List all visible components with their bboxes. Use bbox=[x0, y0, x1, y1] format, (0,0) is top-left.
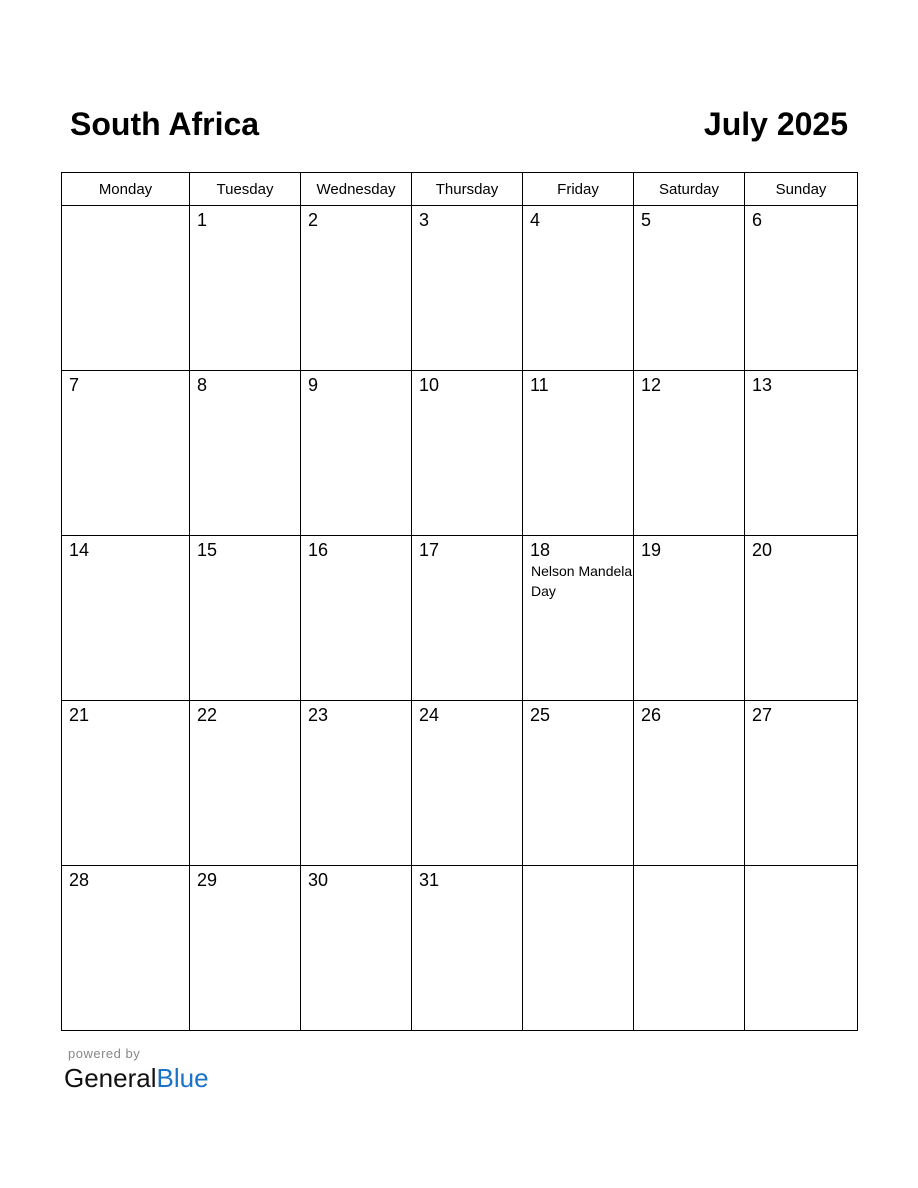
day-number: 18 bbox=[530, 540, 551, 560]
day-number: 25 bbox=[530, 705, 551, 725]
day-number: 19 bbox=[641, 540, 662, 560]
day-number: 5 bbox=[641, 210, 652, 230]
weekday-header-row bbox=[62, 173, 858, 206]
weekday-friday: Friday bbox=[523, 173, 634, 206]
brand-logo bbox=[64, 1063, 209, 1093]
powered-by-text: powered by bbox=[68, 1046, 141, 1061]
day-cell bbox=[190, 701, 301, 866]
day-cell bbox=[301, 371, 412, 536]
day-cell bbox=[412, 371, 523, 536]
month-year-title: July 2025 bbox=[703, 106, 848, 142]
day-cell bbox=[523, 206, 634, 371]
day-cell bbox=[412, 701, 523, 866]
day-number: 21 bbox=[69, 705, 90, 725]
day-cell bbox=[634, 371, 745, 536]
weekday-wednesday: Wednesday bbox=[301, 173, 412, 206]
day-number: 11 bbox=[530, 375, 549, 395]
day-number: 9 bbox=[308, 375, 319, 395]
day-number: 1 bbox=[197, 210, 208, 230]
day-number: 4 bbox=[530, 210, 541, 230]
day-cell bbox=[745, 701, 858, 866]
brand-general-text: General bbox=[64, 1063, 157, 1093]
day-cell bbox=[412, 866, 523, 1031]
day-number: 29 bbox=[197, 870, 218, 890]
holiday-label: Nelson Mandela Day bbox=[531, 563, 633, 599]
week-row bbox=[62, 866, 858, 1031]
day-cell bbox=[634, 866, 745, 1031]
day-cell bbox=[745, 206, 858, 371]
day-cell bbox=[62, 866, 190, 1031]
day-number: 2 bbox=[308, 210, 319, 230]
footer-branding bbox=[64, 1046, 209, 1093]
weekday-thursday: Thursday bbox=[412, 173, 523, 206]
week-row bbox=[62, 536, 858, 701]
day-number: 10 bbox=[419, 375, 440, 395]
day-cell bbox=[190, 866, 301, 1031]
day-cell bbox=[523, 536, 634, 701]
day-number bbox=[523, 866, 633, 869]
day-number: 7 bbox=[69, 375, 80, 395]
day-cell bbox=[523, 866, 634, 1031]
day-number: 3 bbox=[419, 210, 430, 230]
day-number: 20 bbox=[752, 540, 773, 560]
day-number: 14 bbox=[69, 540, 90, 560]
day-cell bbox=[745, 371, 858, 536]
weekday-monday: Monday bbox=[62, 173, 190, 206]
day-number bbox=[745, 866, 857, 869]
day-cell bbox=[412, 536, 523, 701]
day-cell bbox=[634, 206, 745, 371]
day-cell bbox=[301, 536, 412, 701]
day-cell bbox=[62, 371, 190, 536]
day-cell bbox=[523, 701, 634, 866]
day-cell bbox=[412, 206, 523, 371]
day-number: 22 bbox=[197, 705, 218, 725]
country-title: South Africa bbox=[70, 106, 260, 142]
day-cell bbox=[523, 371, 634, 536]
calendar-header bbox=[70, 100, 848, 150]
brand-blue-text: Blue bbox=[156, 1063, 209, 1093]
week-row bbox=[62, 371, 858, 536]
day-cell bbox=[62, 536, 190, 701]
day-number bbox=[634, 866, 744, 869]
day-number: 30 bbox=[308, 870, 329, 890]
day-number: 24 bbox=[419, 705, 440, 725]
weekday-tuesday: Tuesday bbox=[190, 173, 301, 206]
day-number: 16 bbox=[308, 540, 329, 560]
day-number: 13 bbox=[752, 375, 773, 395]
day-cell bbox=[301, 701, 412, 866]
day-cell bbox=[634, 536, 745, 701]
day-number: 27 bbox=[752, 705, 773, 725]
day-cell bbox=[62, 206, 190, 371]
day-number: 15 bbox=[197, 540, 218, 560]
weekday-sunday: Sunday bbox=[745, 173, 858, 206]
calendar-grid bbox=[61, 172, 858, 1031]
day-number bbox=[62, 206, 189, 209]
day-number: 8 bbox=[197, 375, 208, 395]
day-number: 6 bbox=[752, 210, 763, 230]
day-cell bbox=[301, 206, 412, 371]
day-cell bbox=[745, 866, 858, 1031]
day-number: 26 bbox=[641, 705, 662, 725]
day-number: 31 bbox=[419, 870, 440, 890]
day-cell bbox=[190, 536, 301, 701]
weekday-saturday: Saturday bbox=[634, 173, 745, 206]
week-row bbox=[62, 206, 858, 371]
day-cell bbox=[301, 866, 412, 1031]
day-cell bbox=[62, 701, 190, 866]
week-row bbox=[62, 701, 858, 866]
day-cell bbox=[190, 371, 301, 536]
day-number: 23 bbox=[308, 705, 329, 725]
day-number: 17 bbox=[419, 540, 440, 560]
day-number: 28 bbox=[69, 870, 90, 890]
day-cell bbox=[634, 701, 745, 866]
day-cell bbox=[190, 206, 301, 371]
day-cell bbox=[745, 536, 858, 701]
day-number: 12 bbox=[641, 375, 662, 395]
